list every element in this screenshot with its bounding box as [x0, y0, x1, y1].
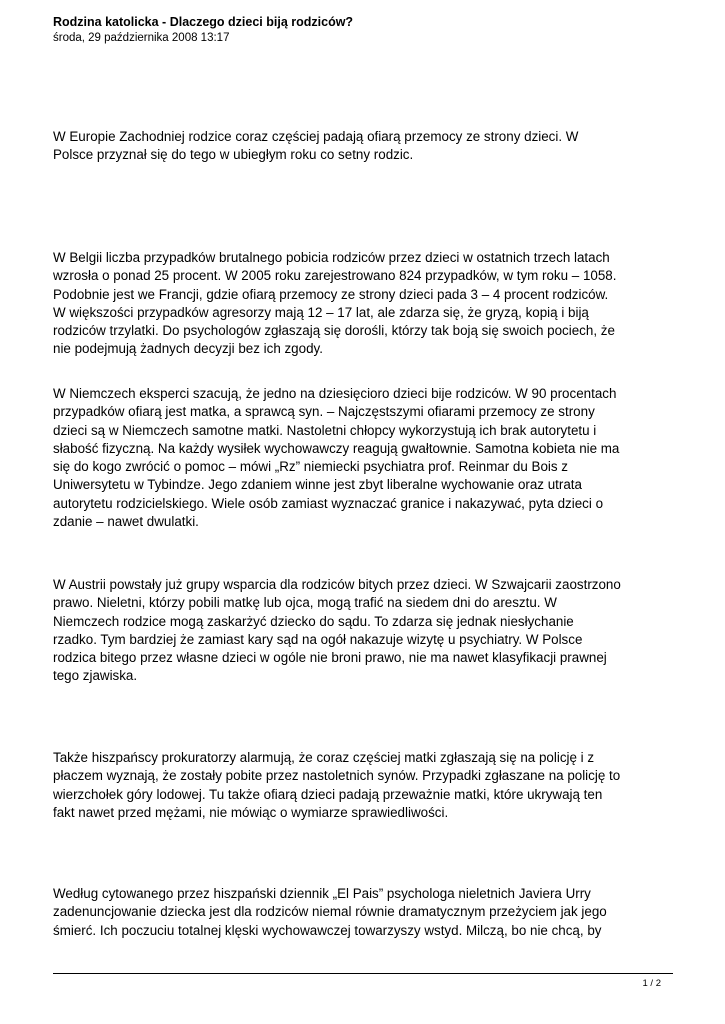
text-line: prawo. Nieletni, którzy pobili matkę lub ojca, mogą trafić na siedem dni do aresztu. W	[53, 595, 557, 611]
text-line: zadenuncjowanie dziecka jest dla rodziców niemal równie dramatycznym przeżyciem jak jego	[53, 904, 607, 920]
text-line: W Belgii liczba przypadków brutalnego pobicia rodziców przez dzieci w ostatnich trzech latach	[53, 250, 610, 265]
text-line: płaczem wyznają, że zostały pobite przez nastoletnich synów. Przypadki zgłaszane na policję to	[53, 768, 621, 784]
text-line: fakt nawet przed mężami, nie mówiąc o wymiarze sprawiedliwości.	[53, 804, 449, 820]
text-line: słabość fizyczną. Na każdy wysiłek wychowawczy reagują gwałtownie. Samotna kobieta nie ma	[53, 440, 620, 456]
text-line: rodzica bitego przez własne dzieci w ogóle nie broni prawo, nie ma nawet klasyfikacji prawnej	[53, 650, 607, 666]
paragraph-1	[53, 128, 683, 165]
text-line: Także hiszpańscy prokuratorzy alarmują, że coraz częściej matki zgłaszają się na policję i z	[53, 750, 595, 765]
text-line: dzieci są w Niemczech samotne matki. Nastoletni chłopcy wykorzystują ich brak autorytetu i	[53, 422, 597, 438]
paragraph-4	[53, 576, 683, 686]
text-line: rzadko. Tym bardziej że zamiast kary sąd na ogół nakazuje wizytę u psychiatry. W Polsce	[53, 631, 583, 647]
page-number: 1 / 2	[642, 978, 661, 989]
text-line: autorytetu rodzicielskiego. Wiele osób zamiast wyznaczać granice i nakazywać, pyta dzieci o	[53, 495, 604, 511]
text-line: nie podejmują żadnych decyzji bez ich zgody.	[53, 341, 323, 357]
document-title: Rodzina katolicka - Dlaczego dzieci biją rodziców?	[53, 15, 354, 29]
text-line: W Austrii powstały już grupy wsparcia dla rodziców bitych przez dzieci. W Szwajcarii zaostrzono	[53, 577, 621, 592]
text-line: W większości przypadków agresorzy mają 12 – 17 lat, ale zdarza się, że gryzą, kopią i biją	[53, 304, 589, 320]
text-line: Według cytowanego przez hiszpański dziennik „El Pais” psychologa nieletnich Javiera Urry	[53, 886, 591, 901]
text-line: Polsce przyznał się do tego w ubiegłym roku co setny rodzic.	[53, 147, 414, 163]
text-line: zdanie – nawet dwulatki.	[53, 514, 199, 530]
text-line: rodziców trzylatki. Do psychologów zgłaszają się dorośli, którzy tak boją się swoich pociech, że	[53, 323, 615, 339]
paragraph-3	[53, 385, 683, 531]
paragraph-6	[53, 885, 683, 940]
text-line: wierzchołek góry lodowej. Tu także ofiarą dzieci padają przeważnie matki, które ukrywają ten	[53, 786, 603, 802]
document-header	[53, 14, 693, 46]
text-line: się do kogo zwrócić o pomoc – mówi „Rz” niemiecki psychiatra prof. Reinmar du Bois z	[53, 459, 568, 475]
paragraph-5	[53, 749, 683, 822]
text-line: Niemczech rodzice mogą zaskarżyć dziecko do sądu. To zdarza się jednak niesłychanie	[53, 613, 574, 629]
footer-divider	[53, 973, 673, 974]
paragraph-2	[53, 249, 683, 359]
text-line: wzrosła o ponad 25 procent. W 2005 roku zarejestrowano 824 przypadków, w tym roku – 1058.	[53, 268, 617, 284]
text-line: Podobnie jest we Francji, gdzie ofiarą przemocy ze strony dzieci pada 3 – 4 procent rodziców.	[53, 286, 609, 302]
document-date: środa, 29 października 2008 13:17	[53, 32, 230, 44]
text-line: tego zjawiska.	[53, 668, 138, 684]
text-line: przypadków ofiarą jest matka, a sprawcą syn. – Najczęstszymi ofiarami przemocy ze strony	[53, 404, 595, 420]
text-line: W Niemczech eksperci szacują, że jedno na dziesięcioro dzieci bije rodziców. W 90 procentach	[53, 386, 617, 401]
text-line: śmierć. Ich poczuciu totalnej klęski wychowawczej towarzyszy wstyd. Milczą, bo nie chcą, by	[53, 922, 602, 938]
text-line: W Europie Zachodniej rodzice coraz częściej padają ofiarą przemocy ze strony dzieci. W	[53, 129, 579, 144]
text-line: Uniwersytetu w Tybindze. Jego zdaniem winne jest zbyt liberalne wychowanie oraz utrata	[53, 477, 582, 493]
